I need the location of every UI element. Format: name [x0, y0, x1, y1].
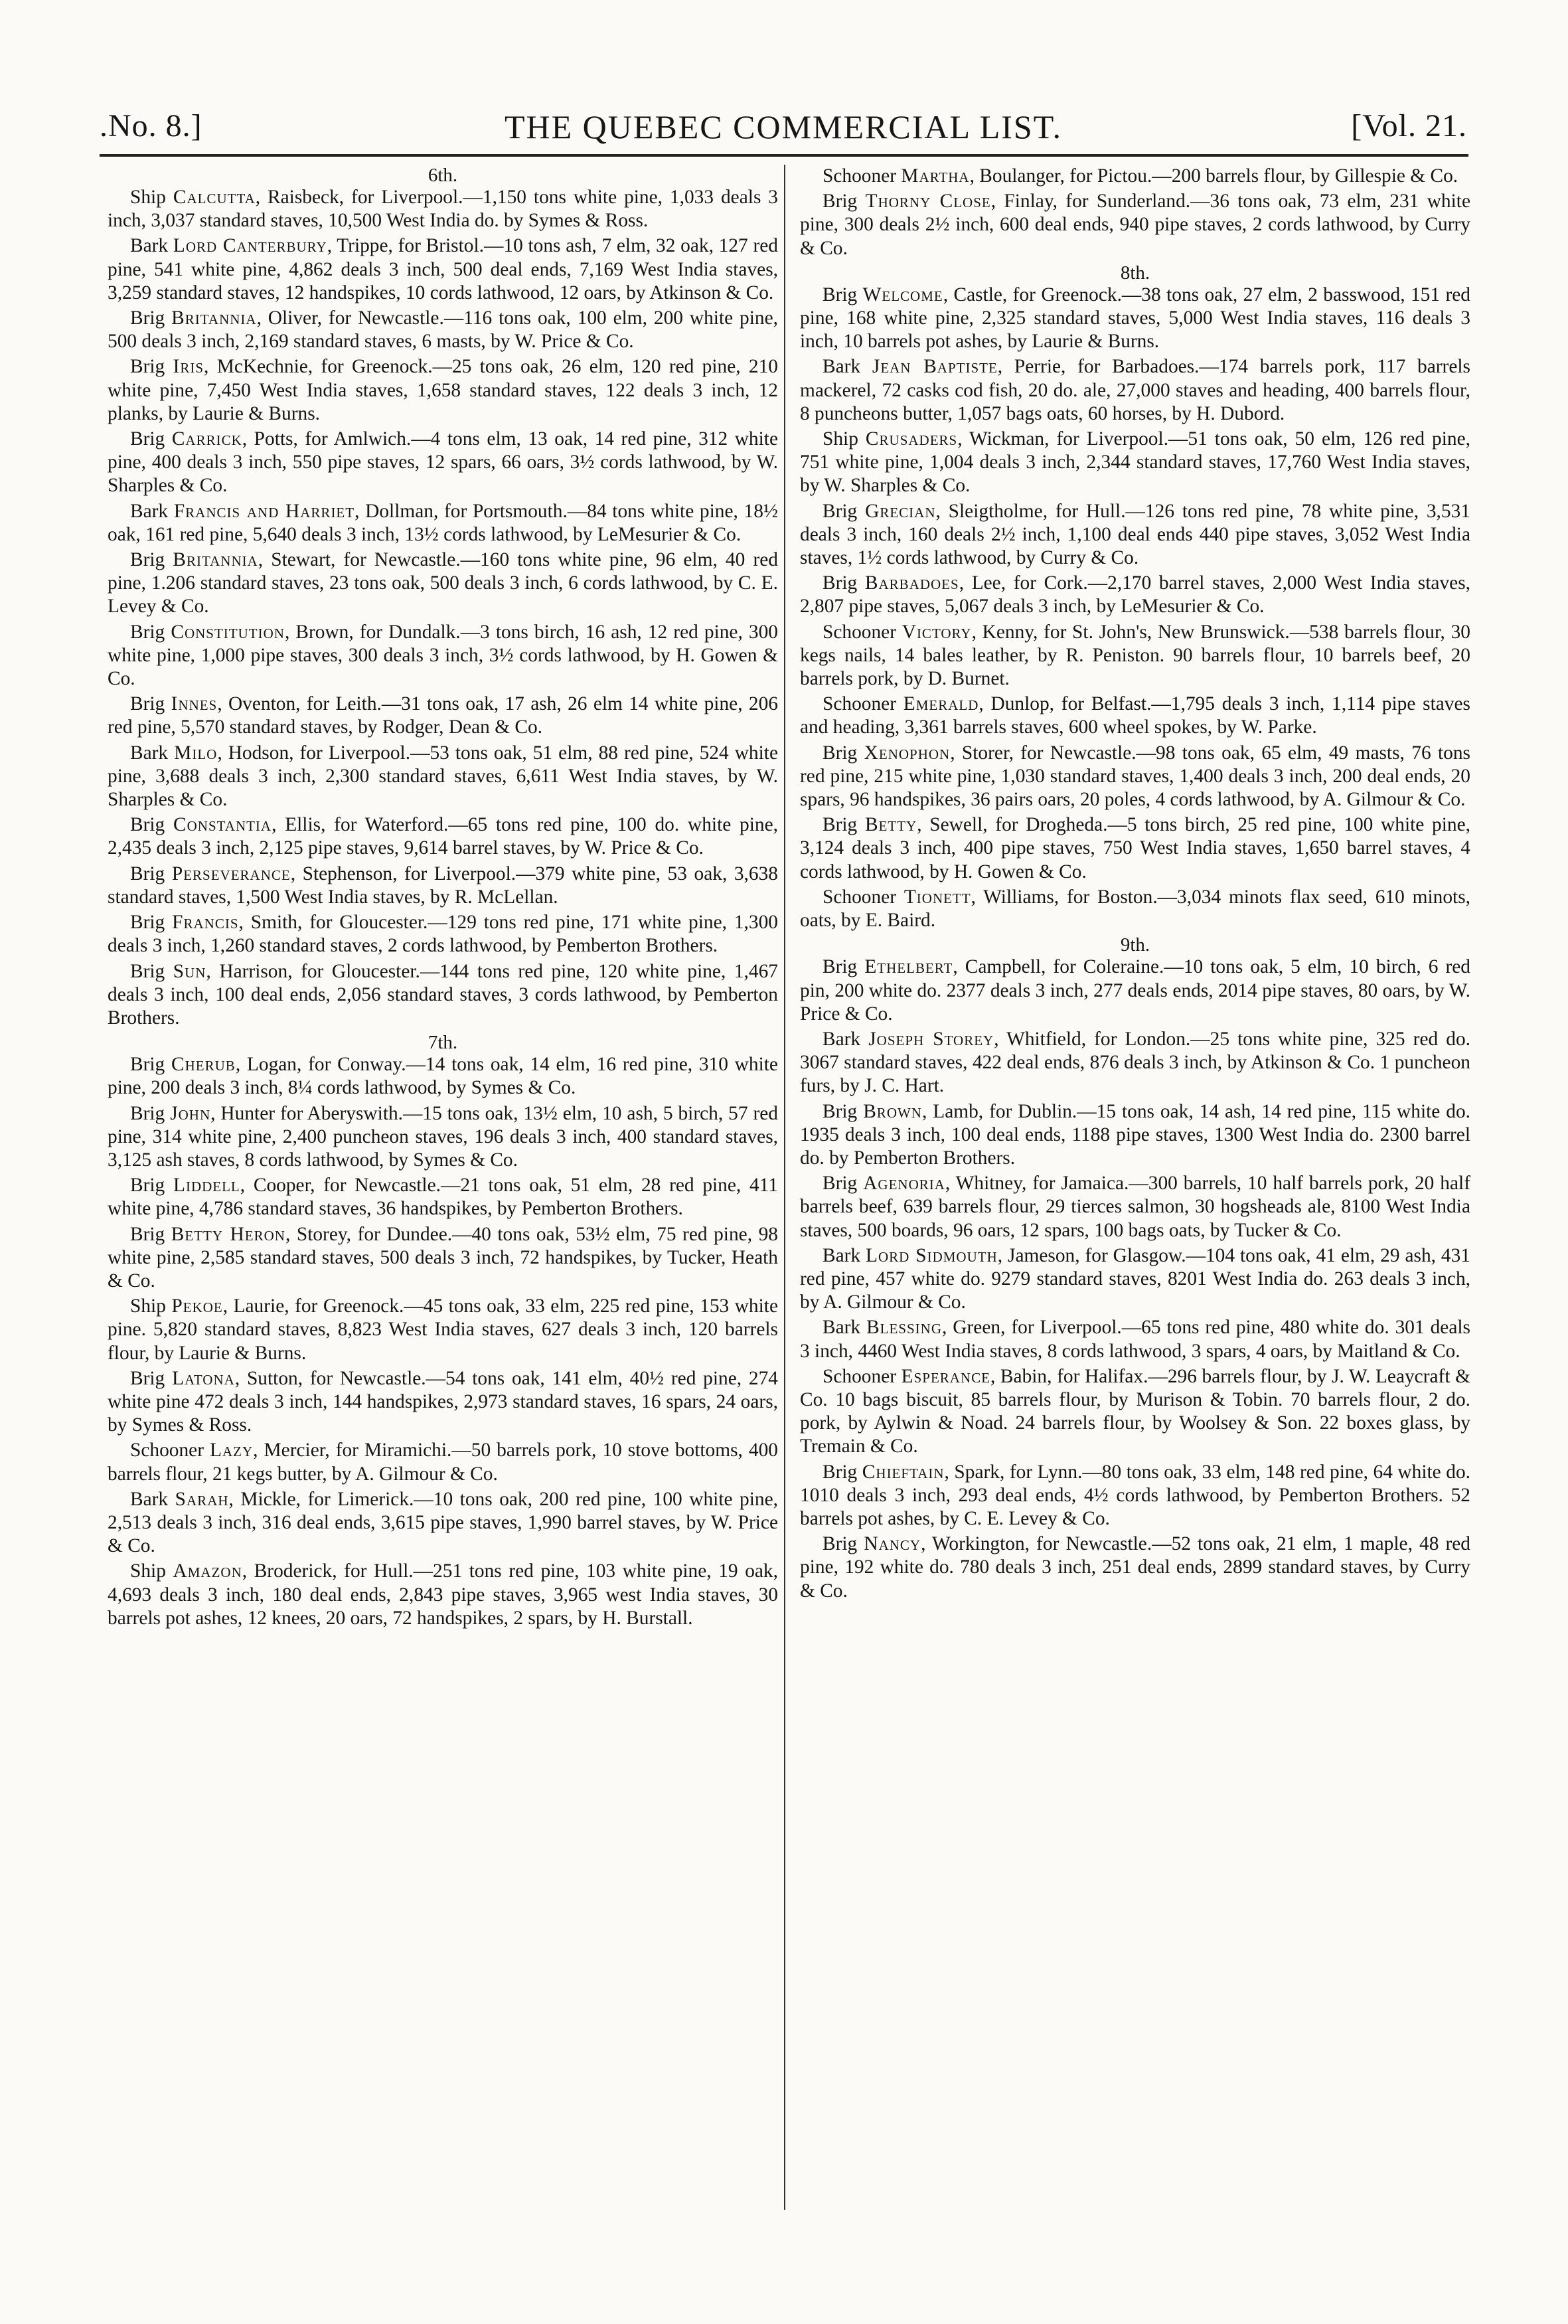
cargo-details: , Stewart, for Newcastle.—160 tons white pine, 96 elm, 40 red pine, 1.206 standard staves, 23 tons oak, 500 deals 3 inch, 6 cords lathwood, by C. E. Levey & Co. [108, 549, 778, 618]
vessel-type: Schooner [823, 621, 897, 643]
vessel-type: Brig [130, 912, 165, 934]
date-heading: 7th. [428, 1032, 458, 1054]
vessel-type: Brig [130, 1054, 165, 1076]
shipment-entry [108, 1295, 778, 1365]
cargo-details: , Campbell, for Coleraine.—10 tons oak, 5 elm, 10 birch, 6 red pin, 200 white do. 2377 deals 3 inch, 277 deals ends, 2014 pipe staves, 80 oars, by W. Price & Co. [800, 956, 1470, 1025]
vessel-type: Brig [130, 1102, 165, 1124]
shipment-entry [800, 1172, 1470, 1242]
vessel-type: Brig [130, 428, 165, 450]
vessel-type: Brig [130, 307, 165, 329]
cargo-details: , Boulanger, for Pictou.—200 barrels flour, by Gillespie & Co. [969, 165, 1458, 187]
cargo-details: , Castle, for Greenock.—38 tons oak, 27 elm, 2 basswood, 151 red pine, 168 white pine, 2,325 standard staves, 5,000 West India staves, 116 deals 3 inch, 10 barrels pot ashes, by Laurie & Burns. [800, 284, 1470, 353]
vessel-name: Tionett [903, 886, 971, 908]
shipment-entry [108, 1223, 778, 1293]
cargo-details: , Brown, for Dundalk.—3 tons birch, 16 ash, 12 red pine, 300 white pine, 1,000 pipe staves, 300 deals 3 inch, 3½ cords lathwood, by H. Gowen & Co. [108, 621, 778, 690]
cargo-details: , Storer, for Newcastle.—98 tons oak, 65 elm, 49 masts, 76 tons red pine, 215 white pine, 1,030 standard staves, 1,400 deals 3 inch, 200 deal ends, 20 spars, 96 handspikes, 36 pairs oars, 20 poles, 4 cords lathwood, by A. Gilmour & Co. [800, 742, 1470, 811]
vessel-type: Brig [823, 284, 858, 305]
vessel-type: Brig [130, 621, 165, 643]
shipment-entry [108, 1488, 778, 1558]
cargo-details: , Oliver, for Newcastle.—116 tons oak, 100 elm, 200 white pine, 500 deals 3 inch, 2,169 standard staves, 6 masts, by W. Price & Co. [108, 307, 778, 353]
vessel-name: Constantia [173, 814, 272, 836]
vessel-type: Ship [823, 428, 858, 450]
vessel-type: Brig [823, 1100, 858, 1122]
vessel-name: Chieftain [862, 1461, 945, 1483]
vessel-type: Brig [823, 572, 858, 594]
vessel-name: Perseverance [171, 863, 291, 884]
vessel-name: Agenoria [863, 1173, 945, 1195]
issue-number: .No. 8.] [100, 108, 202, 143]
shipment-entry [108, 911, 778, 957]
vessel-type: Brig [130, 1175, 165, 1197]
vessel-type: Schooner [823, 693, 897, 715]
vessel-type: Brig [130, 1223, 165, 1245]
vessel-name: Latona [172, 1367, 235, 1389]
vessel-name: Esperance [901, 1365, 990, 1387]
vessel-type: Brig [130, 356, 165, 378]
cargo-details: , Whitney, for Jamaica.—300 barrels, 10 half barrels pork, 20 half barrels beef, 639 barrels flour, 29 tierces salmon, 30 hogsheads ale, 8100 West India staves, 500 boards, 96 oars, 12 spars, 100 bags oats, by Tucker & Co. [800, 1173, 1470, 1241]
vessel-name: Xenophon [864, 742, 951, 764]
vessel-name: Emerald [903, 693, 979, 715]
vessel-type: Ship [130, 1295, 166, 1317]
cargo-details: , Hunter for Aberyswith.—15 tons oak, 13½ elm, 10 ash, 5 birch, 57 red pine, 314 white pine, 2,400 puncheon staves, 196 deals 3 inch, 400 standard staves, 3,125 ash staves, 8 cords lathwood, by Symes & Co. [108, 1102, 778, 1171]
cargo-details: , Stephenson, for Liverpool.—379 white pine, 53 oak, 3,638 standard staves, 1,500 West India staves, by R. McLellan. [108, 863, 778, 908]
vessel-type: Bark [823, 1244, 861, 1266]
cargo-details: , Workington, for Newcastle.—52 tons oak, 21 elm, 1 maple, 48 red pine, 192 white do. 780 deals 3 inch, 251 deal ends, 2899 standard staves, by Curry & Co. [800, 1533, 1470, 1602]
vessel-name: Barbadoes [864, 572, 959, 594]
header-rule [100, 154, 1468, 157]
vessel-type: Brig [130, 693, 165, 715]
cargo-details: , Logan, for Conway.—14 tons oak, 14 elm, 16 red pine, 310 white pine, 200 deals 3 inch, 8¼ cords lathwood, by Symes & Co. [108, 1054, 778, 1099]
vessel-type: Brig [823, 956, 858, 978]
vessel-name: Calcutta [173, 187, 256, 208]
date-heading: 6th. [428, 165, 458, 186]
vessel-type: Bark [823, 1028, 861, 1050]
cargo-details: , Perrie, for Barbadoes.—174 barrels pork, 117 barrels mackerel, 72 casks cod fish, 20 do. ale, 27,000 staves and heading, 400 barrels flour, 8 puncheons butter, 1,057 bags oats, 60 horses, by H. Dubord. [800, 356, 1470, 424]
vessel-type: Brig [130, 960, 165, 982]
shipment-entry [800, 621, 1470, 691]
cargo-details: , Ellis, for Waterford.—65 tons red pine, 100 do. white pine, 2,435 deals 3 inch, 2,125 pipe staves, 9,614 barrel staves, by W. Price & Co. [108, 814, 778, 859]
shipment-entry [800, 1100, 1470, 1171]
shipment-entry [108, 548, 778, 619]
vessel-name: Amazon [173, 1560, 242, 1582]
vessel-name: Brown [863, 1100, 922, 1122]
cargo-details: , Kenny, for St. John's, New Brunswick.—538 barrels flour, 30 kegs nails, 14 bales leather, by R. Peniston. 90 barrels flour, 10 barrels beef, 20 barrels pork, by D. Burnet. [800, 621, 1470, 690]
vessel-type: Brig [823, 1533, 858, 1555]
shipment-entry [108, 186, 778, 232]
shipment-entry [108, 863, 778, 909]
shipment-entry [800, 165, 1470, 188]
shipment-entry [800, 284, 1470, 354]
cargo-details: , Mickle, for Limerick.—10 tons oak, 200 red pine, 100 white pine, 2,513 deals 3 inch, 316 deal ends, 3,615 pipe staves, 1,990 barrel staves, by W. Price & Co. [108, 1488, 778, 1557]
vessel-type: Bark [130, 742, 169, 764]
cargo-details: , Finlay, for Sunderland.—36 tons oak, 73 elm, 231 white pine, 300 deals 2½ inch, 600 deal ends, 940 pipe staves, 2 cords lathwood, by Curry & Co. [800, 191, 1470, 259]
vessel-name: Cherub [171, 1054, 236, 1076]
shipment-entry [108, 1560, 778, 1630]
cargo-details: , Dunlop, for Belfast.—1,795 deals 3 inch, 1,114 pipe staves and heading, 3,361 barrels staves, 600 wheel spokes, by W. Parke. [800, 693, 1470, 738]
shipment-entry [800, 693, 1470, 739]
shipment-entry [108, 355, 778, 426]
cargo-details: , Sewell, for Drogheda.—5 tons birch, 25 red pine, 100 white pine, 3,124 deals 3 inch, 400 pipe staves, 750 West India staves, 1,650 barrel staves, 4 cords lathwood, by H. Gowen & Co. [800, 814, 1470, 882]
vessel-name: Sarah [175, 1488, 229, 1510]
vessel-name: Iris [173, 356, 204, 378]
cargo-details: , Harrison, for Gloucester.—144 tons red pine, 120 white pine, 1,467 deals 3 inch, 100 deal ends, 2,056 standard staves, 3 cords lathwood, by Pemberton Brothers. [108, 960, 778, 1029]
right-column [800, 165, 1470, 1605]
vessel-name: Francis and Harriet [173, 500, 355, 522]
page-header [100, 108, 1467, 154]
shipment-entry [800, 428, 1470, 498]
cargo-details: , Jameson, for Glasgow.—104 tons oak, 41 elm, 29 ash, 431 red pine, 457 white do. 9279 standard staves, 8201 West India do. 263 deals 3 inch, by A. Gilmour & Co. [800, 1244, 1470, 1313]
cargo-details: , Lee, for Cork.—2,170 barrel staves, 2,000 West India staves, 2,807 pipe staves, 5,067 deals 3 inch, by LeMesurier & Co. [800, 572, 1470, 618]
cargo-details: , Williams, for Boston.—3,034 minots flax seed, 610 minots, oats, by E. Baird. [800, 886, 1470, 932]
vessel-name: Nancy [864, 1533, 921, 1555]
vessel-type: Brig [823, 191, 858, 212]
shipment-entry [108, 1102, 778, 1173]
cargo-details: , Mercier, for Miramichi.—50 barrels pork, 10 stove bottoms, 400 barrels flour, 21 kegs butter, by A. Gilmour & Co. [108, 1440, 778, 1485]
shipment-entry [108, 960, 778, 1031]
cargo-details: , Lamb, for Dublin.—15 tons oak, 14 ash, 14 red pine, 115 white do. 1935 deals 3 inch, 100 deal ends, 1188 pipe staves, 1300 West India do. 2300 barrel do. by Pemberton Brothers. [800, 1100, 1470, 1169]
shipment-entry [108, 1439, 778, 1485]
vessel-name: Liddell [173, 1175, 240, 1197]
shipment-entry [108, 1174, 778, 1220]
vessel-name: Britannia [171, 307, 257, 329]
cargo-details: , Raisbeck, for Liverpool.—1,150 tons white pine, 1,033 deals 3 inch, 3,037 standard staves, 10,500 West India do. by Symes & Ross. [108, 187, 778, 232]
cargo-details: , Green, for Liverpool.—65 tons red pine, 480 white do. 301 deals 3 inch, 4460 West India staves, 8 cords lathwood, 3 spars, 4 oars, by Maitland & Co. [800, 1317, 1470, 1362]
volume-number: [Vol. 21. [1351, 108, 1467, 143]
cargo-details: , McKechnie, for Greenock.—25 tons oak, 26 elm, 120 red pine, 210 white pine, 7,450 West India staves, 1,658 standard staves, 122 deals 3 inch, 12 planks, by Laurie & Burns. [108, 356, 778, 424]
vessel-type: Schooner [823, 1365, 897, 1387]
vessel-type: Brig [823, 742, 858, 764]
cargo-details: , Broderick, for Hull.—251 tons red pine, 103 white pine, 19 oak, 4,693 deals 3 inch, 180 deal ends, 2,843 pipe staves, 3,965 west India staves, 30 barrels pot ashes, 12 knees, 20 oars, 72 handspikes, 2 spars, by H. Burstall. [108, 1560, 778, 1629]
vessel-type: Brig [823, 500, 858, 522]
cargo-details: , Smith, for Gloucester.—129 tons red pine, 171 white pine, 1,300 deals 3 inch, 1,260 standard staves, 2 cords lathwood, by Pemberton Brothers. [108, 912, 778, 957]
shipment-entry [108, 693, 778, 739]
vessel-type: Schooner [823, 165, 897, 187]
cargo-details: , Spark, for Lynn.—80 tons oak, 33 elm, 148 red pine, 64 white do. 1010 deals 3 inch, 293 deal ends, 4½ cords lathwood, by Pemberton Brothers. 52 barrels pot ashes, by C. E. Levey & Co. [800, 1461, 1470, 1529]
vessel-name: Thorny Close [865, 191, 991, 212]
left-column [108, 165, 778, 1632]
vessel-name: Victory [902, 621, 972, 643]
shipment-entry [108, 813, 778, 860]
vessel-type: Brig [823, 1461, 858, 1483]
column-divider [784, 165, 785, 2210]
shipment-entry [800, 1365, 1470, 1459]
vessel-name: Milo [174, 742, 218, 764]
vessel-name: Blessing [866, 1317, 943, 1339]
cargo-details: , Sleigtholme, for Hull.—126 tons red pine, 78 white pine, 3,531 deals 3 inch, 160 deals 2½ inch, 1,100 deal ends 440 pipe staves, 3,052 West India staves, 1½ cords lathwood, by Curry & Co. [800, 500, 1470, 569]
vessel-name: Betty [864, 814, 917, 836]
shipment-entry [800, 1028, 1470, 1098]
vessel-type: Ship [130, 1560, 166, 1582]
vessel-name: Crusaders [865, 428, 958, 450]
shipment-entry [800, 572, 1470, 618]
shipment-entry [800, 1316, 1470, 1363]
vessel-name: Carrick [171, 428, 242, 450]
cargo-details: , Oventon, for Leith.—31 tons oak, 17 ash, 26 elm 14 white pine, 206 red pine, 5,570 standard staves, by Rodger, Dean & Co. [108, 693, 778, 738]
shipment-entry [108, 1053, 778, 1100]
date-heading: 9th. [1120, 934, 1150, 956]
shipment-entry [800, 500, 1470, 570]
vessel-type: Brig [130, 1367, 165, 1389]
shipment-entry [800, 813, 1470, 884]
date-heading: 8th. [1120, 262, 1150, 284]
vessel-name: Ethelbert [864, 956, 953, 978]
vessel-name: Joseph Storey [868, 1028, 994, 1050]
vessel-name: Welcome [862, 284, 943, 305]
cargo-details: , Wickman, for Liverpool.—51 tons oak, 50 elm, 126 red pine, 751 white pine, 1,004 deals 3 inch, 2,344 standard staves, 17,760 West India staves, by W. Sharples & Co. [800, 428, 1470, 497]
shipment-entry [800, 955, 1470, 1026]
shipment-entry [108, 307, 778, 353]
shipment-entry [800, 1244, 1470, 1315]
vessel-name: John [170, 1102, 211, 1124]
cargo-details: , Dollman, for Portsmouth.—84 tons white pine, 18½ oak, 161 red pine, 5,640 deals 3 inch, 13½ cords lathwood, by LeMesurier & Co. [108, 500, 778, 545]
shipment-entry [800, 1533, 1470, 1603]
vessel-name: Innes [171, 693, 218, 715]
shipment-entry [800, 355, 1470, 426]
vessel-name: Britannia [173, 549, 258, 571]
cargo-details: , Storey, for Dundee.—40 tons oak, 53½ elm, 75 red pine, 98 white pine, 2,585 standard staves, 500 deals 3 inch, 72 handspikes, by Tucker, Heath & Co. [108, 1223, 778, 1291]
shipment-entry [108, 500, 778, 546]
cargo-details: , Sutton, for Newcastle.—54 tons oak, 141 elm, 40½ red pine, 274 white pine 472 deals 3 inch, 144 handspikes, 2,973 standard staves, 16 spars, 24 oars, by Symes & Ross. [108, 1367, 778, 1436]
shipment-entry [108, 1367, 778, 1438]
page-title: THE QUEBEC COMMERCIAL LIST. [504, 108, 1063, 145]
vessel-name: Lord Sidmouth [866, 1244, 998, 1266]
shipment-entry [800, 1461, 1470, 1531]
vessel-type: Brig [130, 814, 165, 836]
vessel-type: Brig [130, 549, 165, 571]
vessel-type: Brig [823, 814, 858, 836]
vessel-type: Bark [130, 235, 169, 257]
vessel-type: Brig [823, 1173, 858, 1195]
vessel-name: Betty Heron [171, 1223, 285, 1245]
vessel-name: Martha [901, 165, 970, 187]
vessel-name: Grecian [865, 500, 936, 522]
vessel-type: Schooner [130, 1440, 204, 1461]
cargo-details: , Laurie, for Greenock.—45 tons oak, 33 elm, 225 red pine, 153 white pine. 5,820 standard staves, 8,823 West India staves, 627 deals 3 inch, 120 barrels flour, by Laurie & Burns. [108, 1295, 778, 1364]
vessel-type: Bark [823, 1317, 861, 1339]
shipment-entry [108, 621, 778, 691]
vessel-type: Brig [130, 863, 165, 884]
cargo-details: , Potts, for Amlwich.—4 tons elm, 13 oak, 14 red pine, 312 white pine, 400 deals 3 inch, 550 pipe staves, 12 spars, 66 oars, 3½ cords lathwood, by W. Sharples & Co. [108, 428, 778, 497]
vessel-type: Bark [130, 500, 169, 522]
vessel-name: Lord Canterbury [173, 235, 327, 257]
vessel-name: Constitution [171, 621, 285, 643]
shipment-entry [108, 742, 778, 812]
vessel-type: Bark [130, 1488, 169, 1510]
vessel-type: Schooner [823, 886, 897, 908]
cargo-details: , Cooper, for Newcastle.—21 tons oak, 51 elm, 28 red pine, 411 white pine, 4,786 standard staves, 36 handspikes, by Pemberton Brothers. [108, 1175, 778, 1220]
cargo-details: , Babin, for Halifax.—296 barrels flour, by J. W. Leaycraft & Co. 10 bags biscuit, 85 barrels flour, by Murison & Tobin. 70 barrels flour, 2 do. pork, by Aylwin & Noad. 24 barrels flour, by Woolsey & Son. 22 boxes glass, by Tremain & Co. [800, 1365, 1470, 1457]
cargo-details: , Whitfield, for London.—25 tons white pine, 325 red do. 3067 standard staves, 422 deal ends, 876 deals 3 inch, by Atkinson & Co. 1 puncheon furs, by J. C. Hart. [800, 1028, 1470, 1097]
shipment-entry [800, 190, 1470, 260]
shipment-entry [108, 234, 778, 305]
vessel-type: Bark [823, 356, 861, 378]
vessel-type: Ship [130, 187, 166, 208]
vessel-name: Pekoe [171, 1295, 223, 1317]
cargo-details: , Trippe, for Bristol.—10 tons ash, 7 elm, 32 oak, 127 red pine, 541 white pine, 4,862 deals 3 inch, 500 deal ends, 7,169 West India staves, 3,259 standard staves, 12 handspikes, 10 cords lathwood, 12 oars, by Atkinson & Co. [108, 235, 779, 303]
shipment-entry [800, 742, 1470, 812]
vessel-name: Lazy [210, 1440, 254, 1461]
vessel-name: Francis [172, 912, 239, 934]
shipment-entry [108, 428, 778, 498]
shipment-entry [800, 886, 1470, 932]
vessel-name: Jean Baptiste [872, 356, 998, 378]
vessel-name: Sun [173, 960, 206, 982]
cargo-details: , Hodson, for Liverpool.—53 tons oak, 51 elm, 88 red pine, 524 white pine, 3,688 deals 3 inch, 2,300 standard staves, 6,611 West India staves, by W. Sharples & Co. [108, 742, 778, 811]
